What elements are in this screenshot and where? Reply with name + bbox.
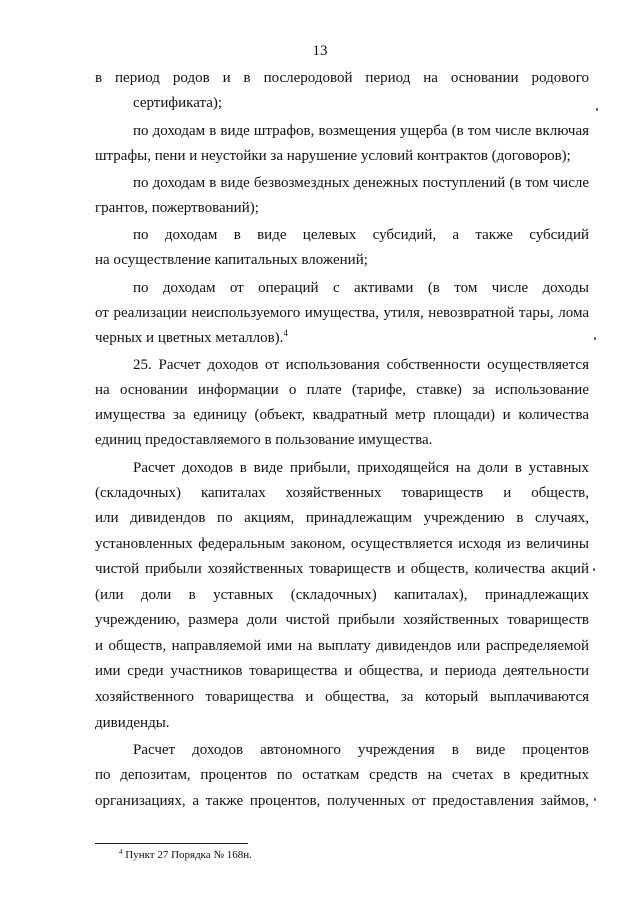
text-line: организациях, а также процентов, полученных от предоставления займов, [95, 793, 589, 809]
text-line: Расчет доходов в виде прибыли, приходящейся на доли в уставных [133, 460, 589, 476]
text-line: на основании информации о плате (тарифе, ставке) за использование [95, 382, 589, 398]
footnote-reference: 4 [283, 328, 288, 338]
scan-speck [593, 568, 595, 571]
text-line: (или доли в уставных (складочных) капиталах), принадлежащих [95, 587, 589, 603]
text-line: по доходам в виде целевых субсидий, а также субсидий [133, 227, 589, 243]
footnote-number: 4 [119, 848, 123, 856]
text-line: от реализации неиспользуемого имущества, утиля, невозвратной тары, лома [95, 305, 589, 321]
text-line: по доходам от операций с активами (в том числе доходы [133, 280, 589, 296]
text-line: по доходам в виде штрафов, возмещения ущерба (в том числе включая [133, 123, 589, 139]
text-line: чистой прибыли хозяйственных товариществ и обществ, количества акций [95, 561, 589, 577]
text-line: (складочных) капиталах хозяйственных товариществ и обществ, [95, 485, 589, 501]
text-line: имущества за единицу (объект, квадратный метр площади) и количества [95, 407, 589, 423]
text-line: и обществ, направляемой ими на выплату дивидендов или распределяемой [95, 638, 589, 654]
text-line: по доходам в виде безвозмездных денежных поступлений (в том числе [133, 175, 589, 191]
footnote-text: Пункт 27 Порядка № 168н. [125, 849, 252, 861]
text-line: штрафы, пени и неустойки за нарушение условий контрактов (договоров); [95, 148, 571, 164]
scan-speck [596, 108, 598, 111]
text-line: по депозитам, процентов по остаткам средств на счетах в кредитных [95, 767, 589, 783]
text-line: на осуществление капитальных вложений; [95, 252, 368, 268]
text-line: в период родов и в послеродовой период на основании родового [95, 70, 589, 86]
text-line: 25. Расчет доходов от использования собственности осуществляется [133, 357, 589, 373]
text-line [95, 329, 288, 347]
scan-speck [594, 798, 596, 801]
text-line: сертификата); [133, 95, 223, 111]
text-line: грантов, пожертвований); [95, 200, 259, 216]
scan-speck [594, 337, 596, 340]
footnote-divider [95, 843, 248, 844]
text-line: хозяйственного товарищества и общества, за который выплачиваются [95, 689, 589, 705]
text-line: установленных федеральным законом, осуществляется исходя из величины [95, 536, 589, 552]
text-line: дивиденды. [95, 715, 170, 731]
text-line-body: черных и цветных металлов). [95, 330, 284, 346]
text-line: учреждению, размера доли чистой прибыли хозяйственных товариществ [95, 612, 589, 628]
text-line: Расчет доходов автономного учреждения в виде процентов [133, 742, 589, 758]
footnote [119, 849, 252, 862]
text-line: или дивидендов по акциям, принадлежащим учреждению в случаях, [95, 510, 589, 526]
text-line: единиц предоставляемого в пользование имущества. [95, 432, 433, 448]
page-number: 13 [312, 43, 328, 59]
text-line: ими среди участников товарищества и общества, и периода деятельности [95, 663, 589, 679]
